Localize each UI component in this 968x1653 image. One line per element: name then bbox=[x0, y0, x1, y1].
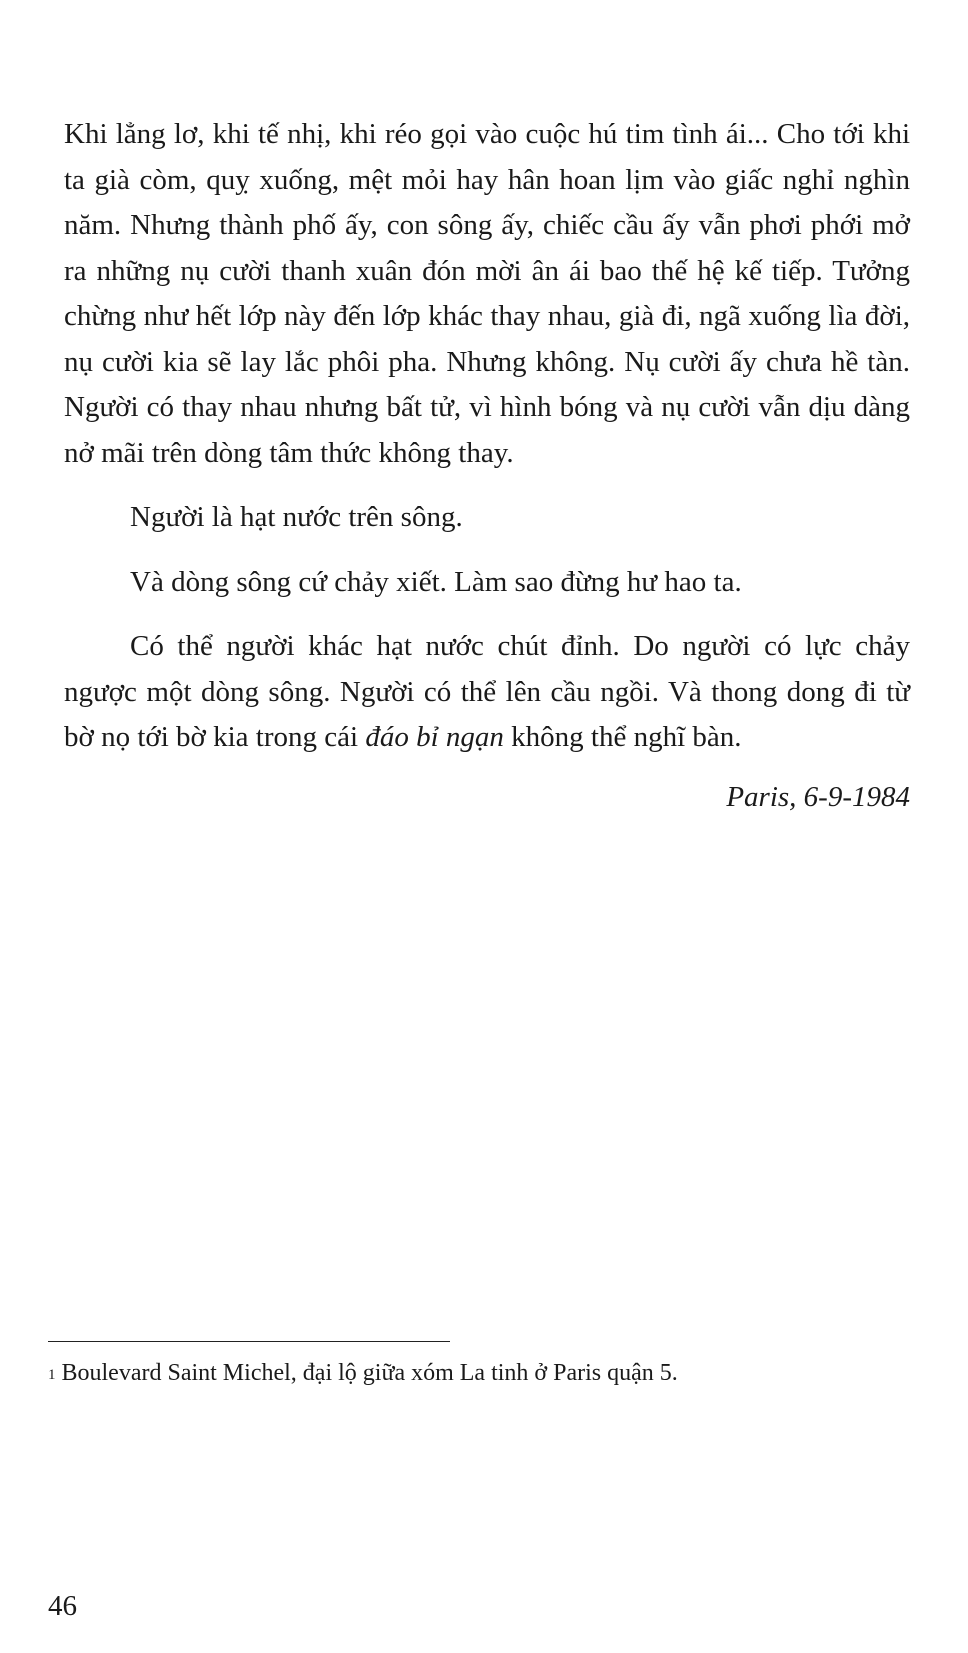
paragraph-2: Người là hạt nước trên sông. bbox=[130, 501, 463, 533]
paragraph-3: Và dòng sông cứ chảy xiết. Làm sao đừng hư hao ta. bbox=[130, 565, 742, 598]
page-number: 46 bbox=[48, 1590, 77, 1622]
paragraph-1: Khi lẳng lơ, khi tế nhị, khi réo gọi vào cuộc hú tim tình ái... Cho tới khi ta già còm, quỵ xuống, mệt mỏi hay hân hoan lịm vào giấc nghỉ nghìn năm. Nhưng thành phố ấy, con sông ấy, chiếc cầu ấy vẫn phơi phới mở ra những nụ cười thanh xuân đón mời ân ái bao thế hệ kế tiếp. Tưởng chừng như hết lớp này đến lớp khác thay nhau, già đi, ngã xuống lìa đời, nụ cười kia sẽ lay lắc phôi pha. Nhưng không. Nụ cười ấy chưa hề tàn. Người có thay nhau nhưng bất tử, vì hình bóng và nụ cười vẫn dịu dàng nở mãi trên dòng tâm thức không thay. bbox=[64, 118, 910, 469]
main-text bbox=[64, 112, 910, 820]
paragraph-4 bbox=[64, 624, 910, 761]
footnote bbox=[48, 1356, 918, 1390]
paragraph-4-end: không thể nghĩ bàn. bbox=[511, 721, 742, 753]
footnote-text: Boulevard Saint Michel, đại lộ giữa xóm La tinh ở Paris quận 5. bbox=[61, 1360, 678, 1386]
paragraph-4-italic-term: đáo bỉ ngạn bbox=[365, 721, 504, 753]
footnote-divider bbox=[48, 1341, 450, 1342]
signoff-place-date: Paris, 6-9-1984 bbox=[726, 780, 910, 813]
paragraph-4-text: Có thể người khác hạt nước chút đỉnh. Do người có lực chảy ngược một dòng sông. Người có thể lên cầu ngồi. Và thong dong đi từ bờ nọ tới bờ kia trong cái bbox=[64, 630, 910, 753]
footnote-marker: 1 bbox=[48, 1367, 56, 1383]
